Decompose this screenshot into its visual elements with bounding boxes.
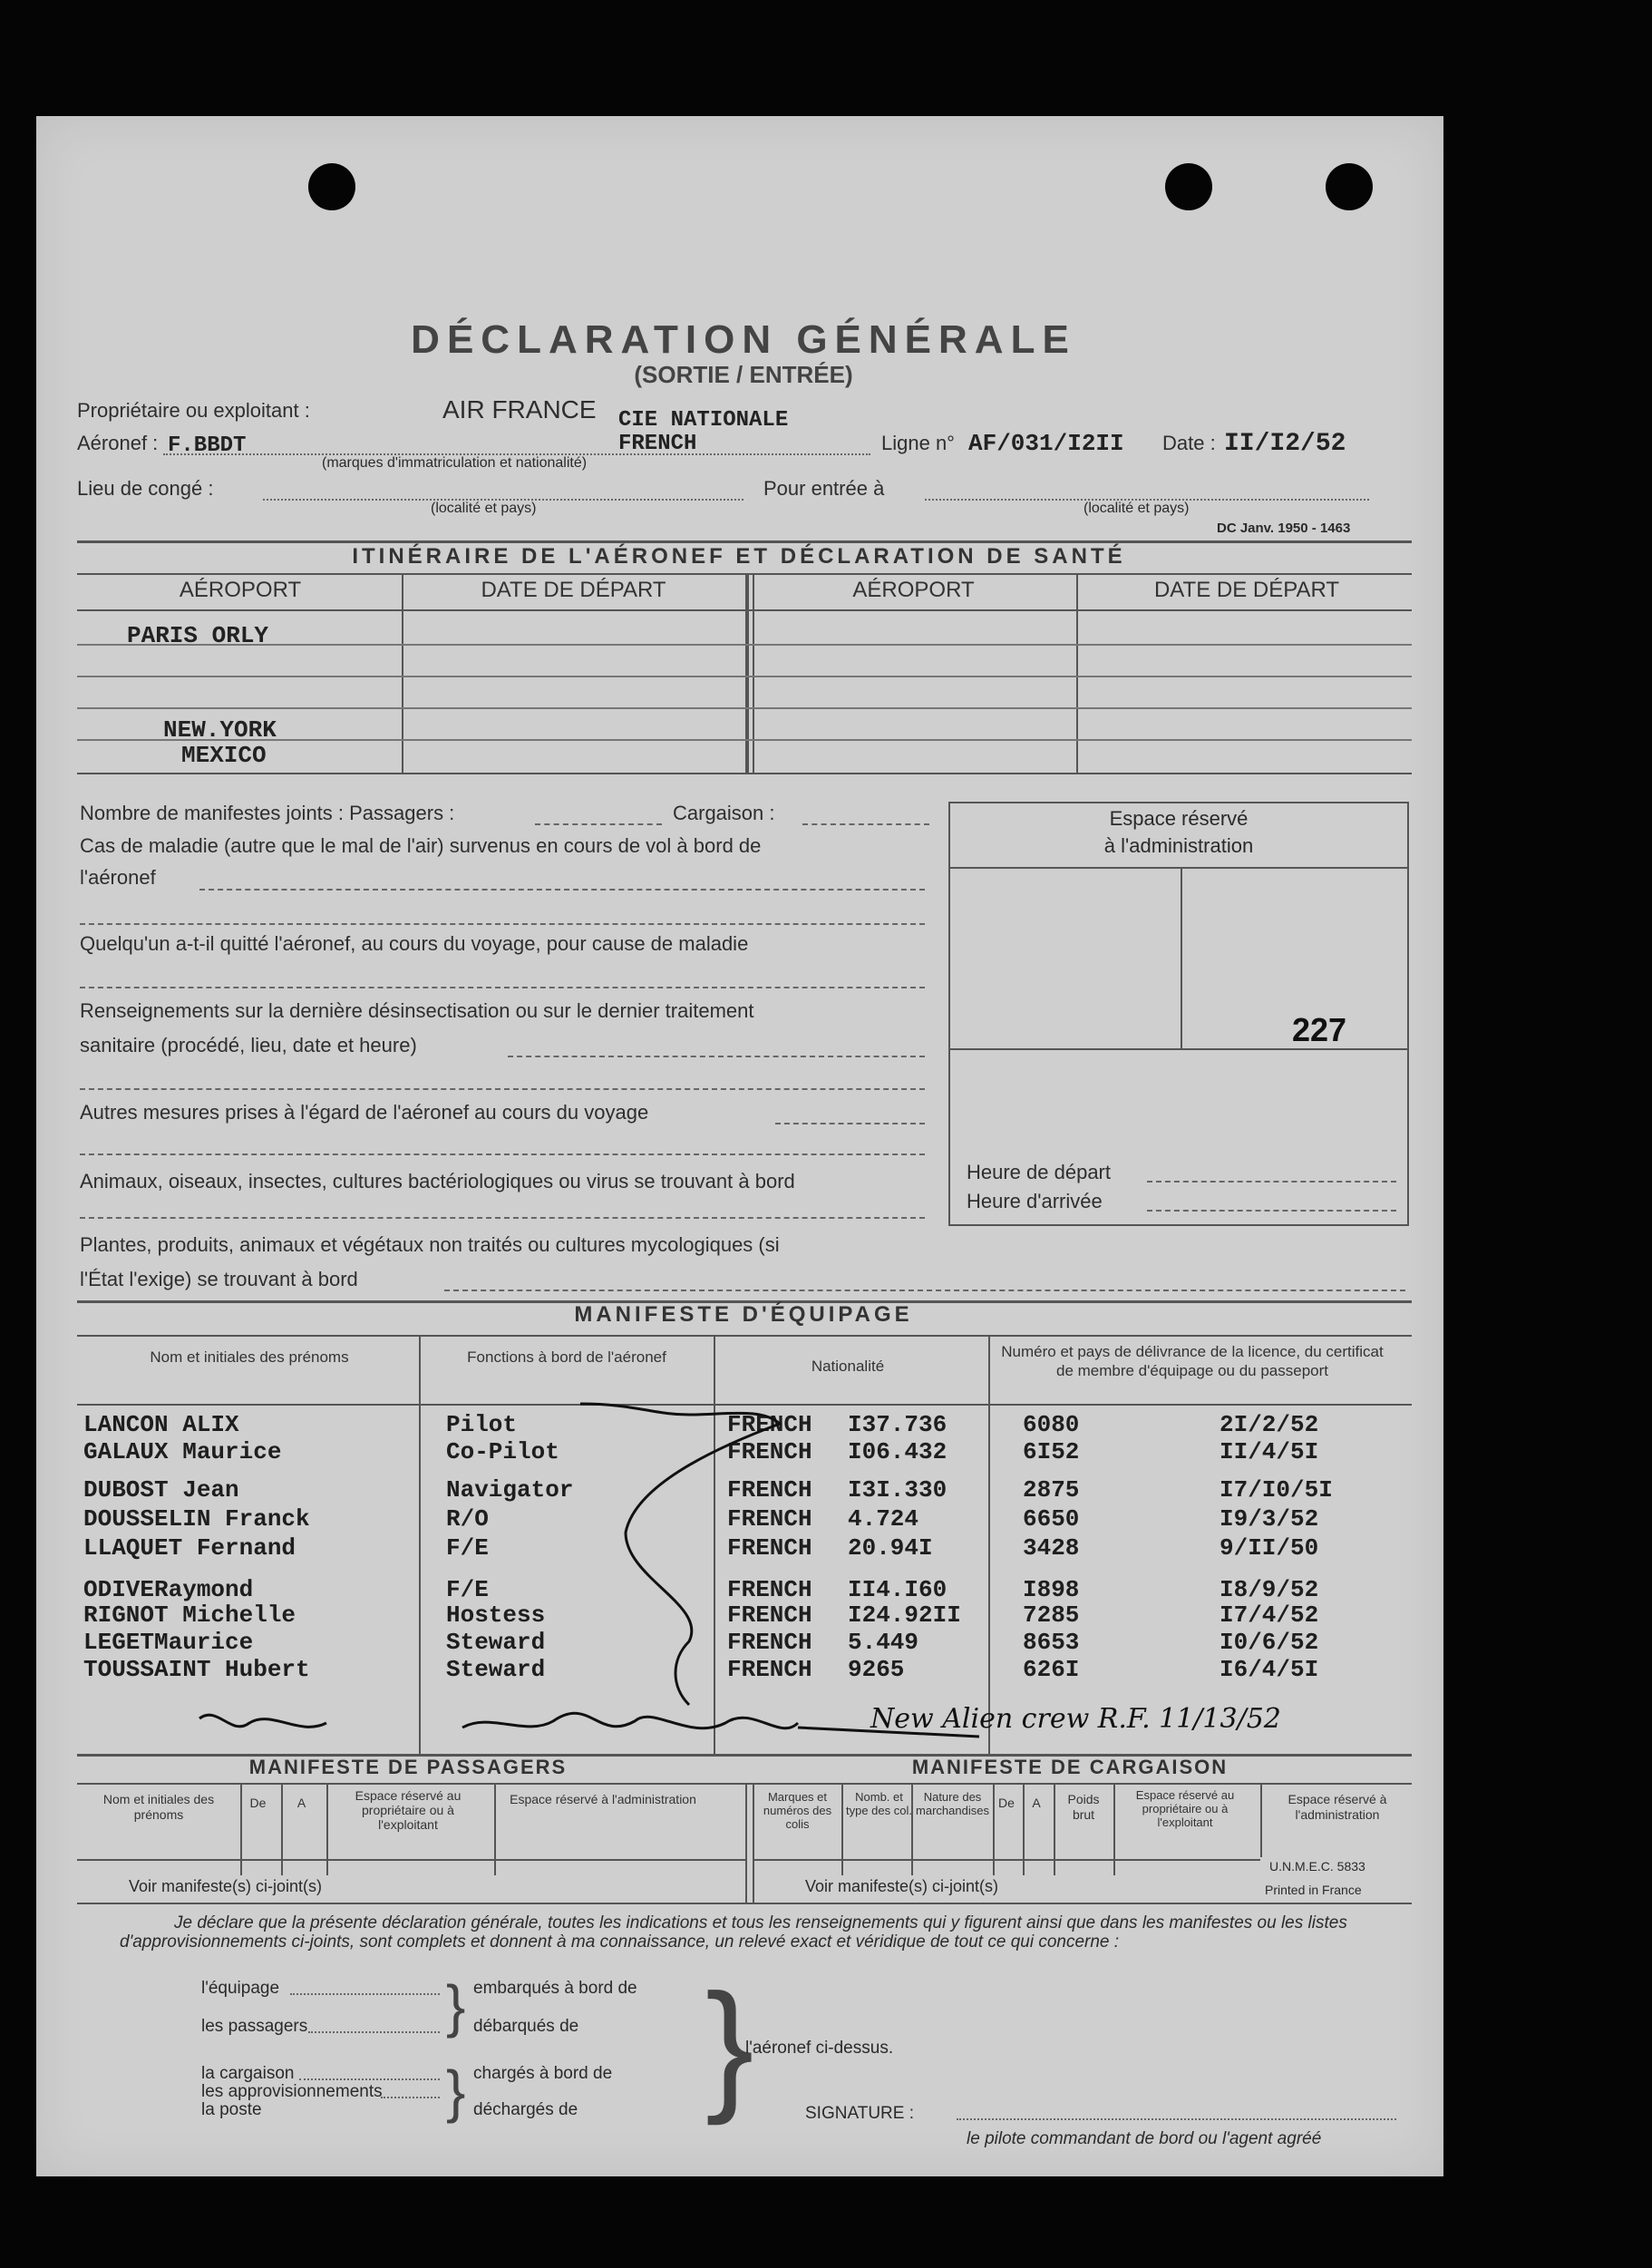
crew-licence: I3I.330	[848, 1476, 947, 1504]
crew-function: Steward	[446, 1656, 546, 1683]
crew-nationality: FRENCH	[727, 1629, 812, 1656]
crew-nationality: FRENCH	[727, 1576, 812, 1603]
cargo-header-nature: Nature des marchandises	[916, 1790, 989, 1817]
leave-note: (localité et pays)	[431, 501, 537, 516]
itinerary-airport-1: PARIS ORLY	[127, 622, 269, 649]
crew-name: RIGNOT Michelle	[83, 1601, 296, 1629]
crew-nationality: FRENCH	[727, 1411, 812, 1438]
crew-function: Pilot	[446, 1411, 518, 1438]
itinerary-header-date-2: DATE DE DÉPART	[1153, 578, 1340, 602]
cargo-header-weight: Poids brut	[1067, 1792, 1100, 1822]
declaration-supplies: les approvisionnements	[201, 2082, 383, 2101]
itinerary-header-date-1: DATE DE DÉPART	[481, 578, 666, 602]
declaration-boarded: embarqués à bord de	[473, 1979, 637, 1998]
itinerary-header-airport-2: AÉROPORT	[852, 578, 975, 602]
crew-header-licence: Numéro et pays de délivrance de la licence, du certificat de membre d'équipage ou du passeport	[1001, 1343, 1384, 1379]
printer-country: Printed in France	[1265, 1883, 1362, 1897]
signature-label: SIGNATURE :	[805, 2104, 914, 2123]
aircraft-extra: FRENCH	[618, 432, 697, 456]
crew-date: I0/6/52	[1220, 1629, 1319, 1656]
pax-footer: Voir manifeste(s) ci-joint(s)	[129, 1877, 323, 1895]
crew-licence: 9265	[848, 1656, 905, 1683]
crew-num: 7285	[1023, 1601, 1080, 1629]
brace-2: }	[446, 2059, 466, 2124]
manifests-label: Nombre de manifestes joints : Passagers :	[80, 802, 455, 824]
crew-licence: I06.432	[848, 1438, 947, 1465]
left-aircraft-label: Quelqu'un a-t-il quitté l'aéronef, au cours du voyage, pour cause de maladie	[80, 932, 749, 955]
cargo-header-count: Nomb. et type des col.	[846, 1790, 912, 1817]
crew-function: Navigator	[446, 1476, 574, 1504]
crew-date: II/4/5I	[1220, 1438, 1319, 1465]
aircraft-value: F.BBDT	[168, 433, 247, 458]
cargo-header-to: A	[1032, 1796, 1041, 1810]
crew-date: I7/4/52	[1220, 1601, 1319, 1629]
crew-header-function: Fonctions à bord de l'aéronef	[467, 1348, 666, 1366]
declaration-landed: débarqués de	[473, 2017, 579, 2036]
brace-big: }	[705, 1963, 754, 2126]
passengers-title: MANIFESTE DE PASSAGERS	[248, 1756, 568, 1778]
declaration-mail: la poste	[201, 2100, 262, 2119]
leave-label: Lieu de congé :	[77, 477, 214, 500]
crew-function: R/O	[446, 1505, 489, 1533]
date-label: Date :	[1162, 432, 1216, 454]
crew-date: I8/9/52	[1220, 1576, 1319, 1603]
owner-value: AIR FRANCE	[442, 395, 597, 423]
crew-nationality: FRENCH	[727, 1505, 812, 1533]
crew-title: MANIFESTE D'ÉQUIPAGE	[574, 1302, 913, 1327]
crew-licence: II4.I60	[848, 1576, 947, 1603]
entry-label: Pour entrée à	[763, 477, 885, 500]
crew-nationality: FRENCH	[727, 1656, 812, 1683]
handwritten-note: New Alien crew R.F. 11/13/52	[870, 1703, 1281, 1735]
crew-header-name: Nom et initiales des prénoms	[150, 1348, 349, 1366]
entry-note: (localité et pays)	[1084, 501, 1190, 516]
animals-label: Animaux, oiseaux, insectes, cultures bactériologiques ou virus se trouvant à bord	[80, 1170, 795, 1192]
crew-licence: I37.736	[848, 1411, 947, 1438]
crew-licence: I24.92II	[848, 1601, 961, 1629]
crew-num: 3428	[1023, 1534, 1080, 1562]
illness-label-2: l'aéronef	[80, 866, 156, 889]
aircraft-label: Aéronef :	[77, 432, 159, 454]
owner-extra: CIE NATIONALE	[618, 408, 789, 433]
crew-date: I6/4/5I	[1220, 1656, 1319, 1683]
itinerary-airport-2: NEW.YORK	[163, 716, 277, 744]
crew-num: 626I	[1023, 1656, 1080, 1683]
admin-number: 227	[1292, 1011, 1347, 1048]
cargo-title: MANIFESTE DE CARGAISON	[911, 1756, 1229, 1778]
form-subtitle: (SORTIE / ENTRÉE)	[634, 361, 853, 388]
crew-num: 6650	[1023, 1505, 1080, 1533]
crew-name: ODIVERaymond	[83, 1576, 254, 1603]
line-label: Ligne n°	[881, 432, 955, 454]
cargo-header-from: De	[998, 1796, 1015, 1810]
crew-licence: 20.94I	[848, 1534, 933, 1562]
pax-header-to: A	[296, 1796, 306, 1810]
crew-function: F/E	[446, 1576, 489, 1603]
itinerary-header-airport-1: AÉROPORT	[179, 578, 302, 602]
admin-title-1: Espace réservé	[1109, 807, 1249, 830]
pax-header-owner: Espace réservé au propriétaire ou à l'exploitant	[355, 1788, 462, 1832]
cargo-footer: Voir manifeste(s) ci-joint(s)	[805, 1877, 999, 1895]
crew-date: 2I/2/52	[1220, 1411, 1319, 1438]
crew-date: I7/I0/5I	[1220, 1476, 1333, 1504]
departure-time-label: Heure de départ	[967, 1161, 1111, 1183]
cargo-header-admin: Espace réservé à l'administration	[1288, 1792, 1387, 1822]
crew-name: LEGETMaurice	[83, 1629, 254, 1656]
crew-name: GALAUX Maurice	[83, 1438, 282, 1465]
crew-header-nationality: Nationalité	[811, 1358, 885, 1375]
plants-label-2: l'État l'exige) se trouvant à bord	[80, 1268, 358, 1290]
declaration-unloaded: déchargés de	[473, 2100, 578, 2119]
cargo-header-marks: Marques et numéros des colis	[763, 1790, 832, 1831]
crew-date: I9/3/52	[1220, 1505, 1319, 1533]
declaration-aircraft: l'aéronef ci-dessus.	[745, 2039, 894, 2058]
arrival-time-label: Heure d'arrivée	[967, 1190, 1103, 1212]
crew-num: 2875	[1023, 1476, 1080, 1504]
crew-licence: 5.449	[848, 1629, 919, 1656]
crew-num: 6I52	[1023, 1438, 1080, 1465]
cargo-header-owner: Espace réservé au propriétaire ou à l'exploitant	[1135, 1788, 1235, 1829]
declaration-loaded: chargés à bord de	[473, 2064, 613, 2083]
crew-function: Hostess	[446, 1601, 546, 1629]
declaration-cargo: la cargaison	[201, 2064, 295, 2083]
aircraft-note: (marques d'immatriculation et nationalité)	[322, 455, 588, 471]
date-value: II/I2/52	[1224, 430, 1346, 458]
brace-1: }	[446, 1973, 466, 2039]
crew-num: I898	[1023, 1576, 1080, 1603]
crew-nationality: FRENCH	[727, 1534, 812, 1562]
crew-name: LLAQUET Fernand	[83, 1534, 296, 1562]
illness-label-1: Cas de maladie (autre que le mal de l'air) survenus en cours de vol à bord de	[80, 834, 762, 857]
crew-num: 8653	[1023, 1629, 1080, 1656]
plants-label-1: Plantes, produits, animaux et végétaux non traités ou cultures mycologiques (si	[80, 1233, 780, 1256]
crew-nationality: FRENCH	[727, 1601, 812, 1629]
pax-header-from: De	[249, 1796, 267, 1810]
owner-label: Propriétaire ou exploitant :	[77, 399, 310, 422]
crew-nationality: FRENCH	[727, 1438, 812, 1465]
admin-title-2: à l'administration	[1103, 834, 1254, 857]
pax-header-name: Nom et initiales des prénoms	[102, 1792, 215, 1822]
crew-name: LANCON ALIX	[83, 1411, 239, 1438]
pax-header-admin: Espace réservé à l'administration	[510, 1792, 696, 1806]
crew-name: DOUSSELIN Franck	[83, 1505, 310, 1533]
printer-code: U.N.M.E.C. 5833	[1269, 1859, 1365, 1874]
form-title: DÉCLARATION GÉNÉRALE	[411, 317, 1076, 362]
crew-name: DUBOST Jean	[83, 1476, 239, 1504]
other-measures-label: Autres mesures prises à l'égard de l'aéronef au cours du voyage	[80, 1101, 649, 1124]
crew-num: 6080	[1023, 1411, 1080, 1438]
crew-licence: 4.724	[848, 1505, 919, 1533]
cargo-label: Cargaison :	[673, 802, 775, 824]
crew-nationality: FRENCH	[727, 1476, 812, 1504]
disinsection-label-2: sanitaire (procédé, lieu, date et heure)	[80, 1034, 417, 1056]
declaration-text: Je déclare que la présente déclaration générale, toutes les indications et tous les renseignements qui y figurent ainsi que dans les manifestes ou les listes d'approvisionnements ci-joints, sont complets et donnent à ma connaissance, un relevé exact et véridique de tout ce qui concerne :	[120, 1913, 1347, 1952]
crew-name: TOUSSAINT Hubert	[83, 1656, 310, 1683]
disinsection-label-1: Renseignements sur la dernière désinsectisation ou sur le dernier traitement	[80, 999, 754, 1022]
itinerary-airport-3: MEXICO	[181, 742, 267, 769]
signatory-label: le pilote commandant de bord ou l'agent agréé	[967, 2129, 1322, 2148]
itinerary-title: ITINÉRAIRE DE L'AÉRONEF ET DÉCLARATION DE SANTÉ	[352, 544, 1126, 569]
line-value: AF/031/I2II	[968, 430, 1124, 457]
crew-function: Co-Pilot	[446, 1438, 559, 1465]
declaration-crew: l'équipage	[201, 1979, 280, 1998]
crew-function: Steward	[446, 1629, 546, 1656]
declaration-passengers: les passagers	[201, 2017, 308, 2036]
crew-date: 9/II/50	[1220, 1534, 1319, 1562]
crew-function: F/E	[446, 1534, 489, 1562]
form-reference: DC Janv. 1950 - 1463	[1217, 521, 1351, 536]
